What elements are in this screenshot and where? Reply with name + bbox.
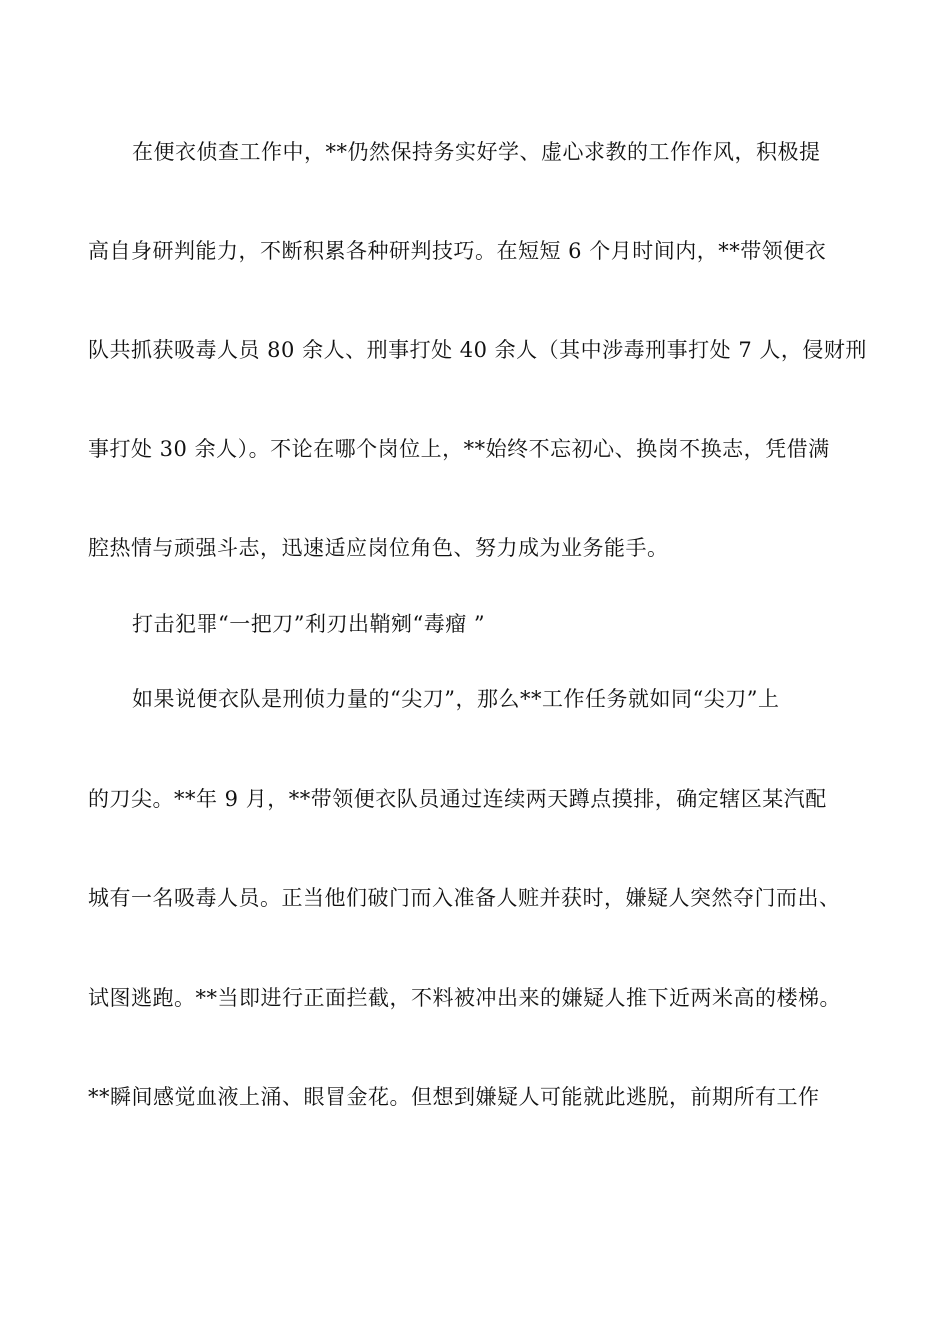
paragraph-2-line-5: **瞬间感觉血液上涌、眼冒金花。但想到嫌疑人可能就此逃脱，前期所有工作 — [88, 1085, 820, 1109]
paragraph-1-line-3: 队共抓获吸毒人员 80 余人、刑事打处 40 余人（其中涉毒刑事打处 7 人，侵财刑 — [88, 338, 867, 362]
paragraph-2-line-4: 试图逃跑。**当即进行正面拦截，不料被冲出来的嫌疑人推下近两米高的楼梯。 — [88, 986, 841, 1010]
paragraph-1-line-5: 腔热情与顽强斗志，迅速适应岗位角色、努力成为业务能手。 — [88, 536, 669, 560]
paragraph-2-line-3: 城有一名吸毒人员。正当他们破门而入准备人赃并获时，嫌疑人突然夺门而出、 — [88, 886, 841, 910]
section-heading: 打击犯罪“一把刀”利刃出鞘剜“毒瘤 ” — [132, 612, 486, 636]
paragraph-1-line-1: 在便衣侦查工作中，**仍然保持务实好学、虚心求教的工作作风，积极提 — [132, 140, 821, 164]
paragraph-2-line-1: 如果说便衣队是刑侦力量的“尖刀”，那么**工作任务就如同“尖刀”上 — [132, 687, 780, 711]
paragraph-2-line-2: 的刀尖。**年 9 月，**带领便衣队员通过连续两天蹲点摸排，确定辖区某汽配 — [88, 787, 827, 811]
paragraph-1-line-2: 高自身研判能力，不断积累各种研判技巧。在短短 6 个月时间内，**带领便衣 — [88, 239, 827, 263]
paragraph-1-line-4: 事打处 30 余人）。不论在哪个岗位上，**始终不忘初心、换岗不换志，凭借满 — [88, 437, 830, 461]
